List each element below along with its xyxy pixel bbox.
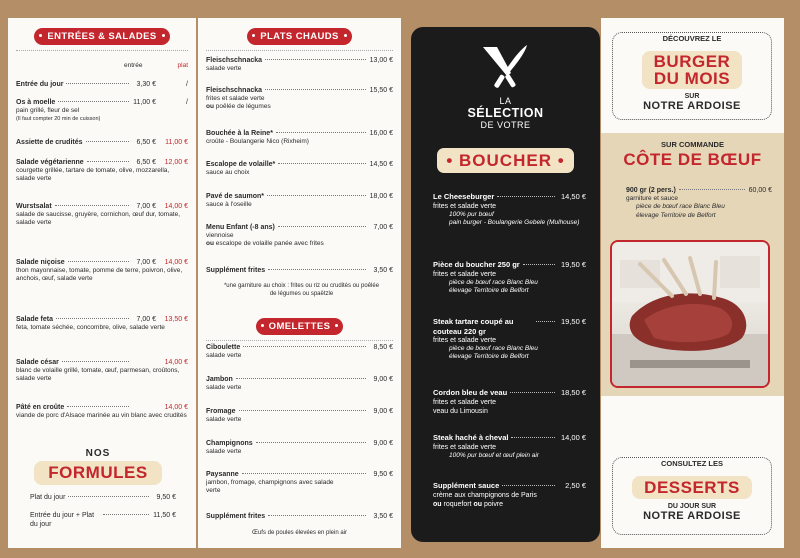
cote-header <box>601 140 784 170</box>
column-headers <box>124 62 188 69</box>
menu-item: Salade feta 7,00 € 13,50 € feta, tomate séchée, concombre, olive, salade verte <box>16 316 188 331</box>
burger-sur: SUR <box>684 93 700 100</box>
selection-title: LA SÉLECTION DE VOTRE <box>467 96 544 130</box>
desserts-sur: DU JOUR SUR <box>667 503 717 510</box>
oeufs-note: Œufs de poules élevées en plein air <box>251 530 348 536</box>
menu-item: Escalope de volaille* 14,50 € sauce au choix <box>206 161 393 176</box>
garniture-note: *une garniture au choix : frites ou riz ou crudités ou poêlée de légumes ou spaëtzle <box>223 283 380 297</box>
menu-item: Salade végétarienne 6,50 € 12,00 € courgette grillée, tartare de tomate, olive, mozzarella, salade verte <box>16 159 188 183</box>
formules-title: FORMULES <box>34 461 161 485</box>
menu-item: Os à moelle 11,00 € / pain grillé, fleur de sel (Il faut compter 20 min de cuisson) <box>16 99 188 123</box>
menu-item: Wurstsalat 7,00 € 14,00 € salade de saucisse, gruyère, cornichon, œuf dur, tomate, salade verte <box>16 203 188 227</box>
plats-panel <box>198 18 401 548</box>
menu-item: Pavé de saumon* 18,00 € sauce à l'oseille <box>206 193 393 208</box>
menu-item: Bouchée à la Reine* 16,00 € croûte - Boulangerie Nico (Rixheim) <box>206 130 393 145</box>
col-plat: plat <box>177 62 188 69</box>
boucher-panel <box>411 27 600 542</box>
menu-item: Le Cheeseburger 14,50 € frites et salade verte 100% pur bœuf pain burger - Boulangerie Gebele (Mulhouse) <box>433 192 586 226</box>
meat-illustration <box>612 242 768 386</box>
desserts-title: DESSERTS <box>632 476 752 499</box>
entrees-title: ENTRÉES & SALADES <box>34 28 169 45</box>
cote-de-boeuf-photo <box>610 240 770 388</box>
menu-item: Assiette de crudités 6,50 € 11,00 € <box>16 139 188 146</box>
formules-section <box>20 448 176 485</box>
menu-item: Fleischschnacka 13,00 € salade verte <box>206 57 393 72</box>
menu-item: Supplément frites 3,50 € <box>206 267 393 274</box>
divider <box>206 50 393 51</box>
menu-item: Fleischschnacka 15,50 € frites et salade verte ou poêlée de légumes <box>206 87 393 111</box>
menu-item: Fromage 9,00 € salade verte <box>206 408 393 423</box>
desserts-tag: CONSULTEZ LES <box>657 459 727 468</box>
menu-item: Supplément sauce 2,50 € crème aux champignons de Paris ou roquefort ou poivre <box>433 481 586 508</box>
burger-ardoise: NOTRE ARDOISE <box>643 100 741 112</box>
cote-item: 900 gr (2 pers.) 60,00 € garniture et sauce pièce de bœuf race Blanc Bleu élevage Territoire de Belfort <box>626 187 772 219</box>
crossed-knives-icon <box>477 41 533 91</box>
formule-item: Plat du jour 9,50 € <box>30 494 176 501</box>
menu-item: Entrée du jour 3,30 € / <box>16 81 188 88</box>
burger-box <box>612 32 772 120</box>
menu-item: Salade césar 14,00 € blanc de volaille grillé, tomate, œuf, parmesan, croûtons, salade verte <box>16 359 188 383</box>
menu-item: Cordon bleu de veau 18,50 € frites et salade verte veau du Limousin <box>433 388 586 415</box>
desserts-ardoise: NOTRE ARDOISE <box>643 510 741 522</box>
menu-item: Salade niçoise 7,00 € 14,00 € thon mayonnaise, tomate, pomme de terre, poivron, olive, anchois, œuf, salade verte <box>16 259 188 283</box>
menu-item: Jambon 9,00 € salade verte <box>206 376 393 391</box>
cote-tag: SUR COMMANDE <box>661 140 724 149</box>
formule-item: Entrée du jour + Plat du jour 11,50 € <box>30 512 176 528</box>
omelettes-title: OMELETTES <box>256 318 344 335</box>
menu-item: Menu Enfant (-8 ans) 7,00 € viennoise ou escalope de volaille panée avec frites <box>206 224 393 248</box>
menu-item: Paysanne 9,50 € jambon, fromage, champignons avec salade verte <box>206 471 393 495</box>
menu-item: Champignons 9,00 € salade verte <box>206 440 393 455</box>
boucher-title: • BOUCHER • <box>437 148 574 173</box>
divider <box>206 340 393 341</box>
menu-item: Steak tartare coupé au couteau 220 gr 19,50 € frites et salade verte pièce de bœuf race Blanc Bleu élevage Territoire de Belfort <box>433 317 586 361</box>
menu-item: Pièce du boucher 250 gr 19,50 € frites et salade verte pièce de bœuf race Blanc Bleu élevage Territoire de Belfort <box>433 260 586 294</box>
desserts-box <box>612 457 772 535</box>
plats-title: PLATS CHAUDS <box>247 28 352 45</box>
formules-nos: NOS <box>85 448 111 459</box>
burger-tag: DÉCOUVREZ LE <box>659 34 726 43</box>
menu-item: Supplément frites 3,50 € <box>206 513 393 520</box>
menu-item: Pâté en croûte 14,00 € viande de porc d'Alsace marinée au vin blanc avec crudités <box>16 404 188 419</box>
col-entree: entrée <box>124 62 143 69</box>
divider <box>16 50 188 51</box>
burger-title: BURGER DU MOIS <box>642 51 743 89</box>
menu-item: Steak haché à cheval 14,00 € frites et salade verte 100% pur bœuf et œuf plein air <box>433 433 586 459</box>
menu-item: Ciboulette 8,50 € salade verte <box>206 344 393 359</box>
cote-title: CÔTE DE BŒUF <box>623 150 762 169</box>
